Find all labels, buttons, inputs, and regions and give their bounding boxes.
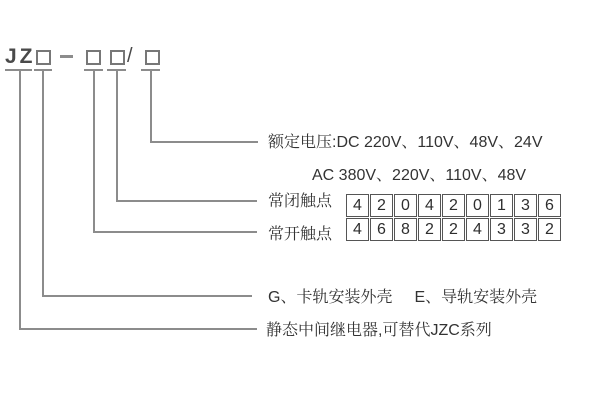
leader-horizontal-series	[19, 328, 257, 330]
mounting-option-e: E、导轨安装外壳	[414, 289, 538, 306]
contact-table-row	[346, 218, 561, 241]
contact-count-cell: 2	[418, 218, 441, 241]
code-box-2	[86, 50, 101, 65]
leader-vertical-prefix	[19, 70, 21, 330]
contact-count-cell: 2	[538, 218, 561, 241]
code-box-3	[110, 50, 125, 65]
no-contacts-label: 常开触点	[268, 226, 333, 243]
rated-voltage-dc-label: 额定电压:DC 220V、110V、48V、24V	[268, 134, 543, 151]
contact-count-cell: 4	[466, 218, 489, 241]
nc-contacts-label: 常闭触点	[268, 193, 333, 210]
contact-count-cell: 0	[466, 194, 489, 217]
leader-vertical-box-4	[150, 70, 152, 143]
leader-horizontal-voltage	[150, 141, 258, 143]
contact-count-cell: 6	[370, 218, 393, 241]
separator-dash	[60, 55, 73, 58]
series-note-label: 静态中间继电器,可替代JZC系列	[266, 322, 492, 339]
leader-vertical-box-1	[42, 70, 44, 297]
contact-count-cell: 8	[394, 218, 417, 241]
code-box-4	[145, 50, 160, 65]
contact-count-cell: 2	[370, 194, 393, 217]
model-prefix: JZ	[5, 45, 36, 68]
contact-count-cell: 4	[418, 194, 441, 217]
leader-horizontal-mounting	[42, 295, 252, 297]
contact-count-table	[345, 193, 562, 242]
contact-count-cell: 2	[442, 218, 465, 241]
leader-horizontal-no	[93, 231, 257, 233]
rated-voltage-ac-label: AC 380V、220V、110V、48V	[312, 167, 527, 184]
contact-count-cell: 0	[394, 194, 417, 217]
contact-count-cell: 4	[346, 218, 369, 241]
contact-count-cell: 1	[490, 194, 513, 217]
contact-count-cell: 3	[514, 218, 537, 241]
contact-count-cell: 3	[514, 194, 537, 217]
leader-horizontal-nc	[116, 200, 257, 202]
contact-table-row	[346, 194, 561, 217]
leader-vertical-box-3	[116, 70, 118, 202]
mounting-option-g: G、卡轨安装外壳	[268, 289, 393, 306]
contact-count-cell: 4	[346, 194, 369, 217]
contact-table-body	[346, 194, 561, 241]
slash-separator: /	[127, 45, 133, 67]
contact-count-cell: 2	[442, 194, 465, 217]
contact-count-cell: 3	[490, 218, 513, 241]
mounting-options-label	[268, 289, 537, 307]
contact-count-cell: 6	[538, 194, 561, 217]
code-box-1	[36, 50, 51, 65]
leader-vertical-box-2	[93, 70, 95, 233]
